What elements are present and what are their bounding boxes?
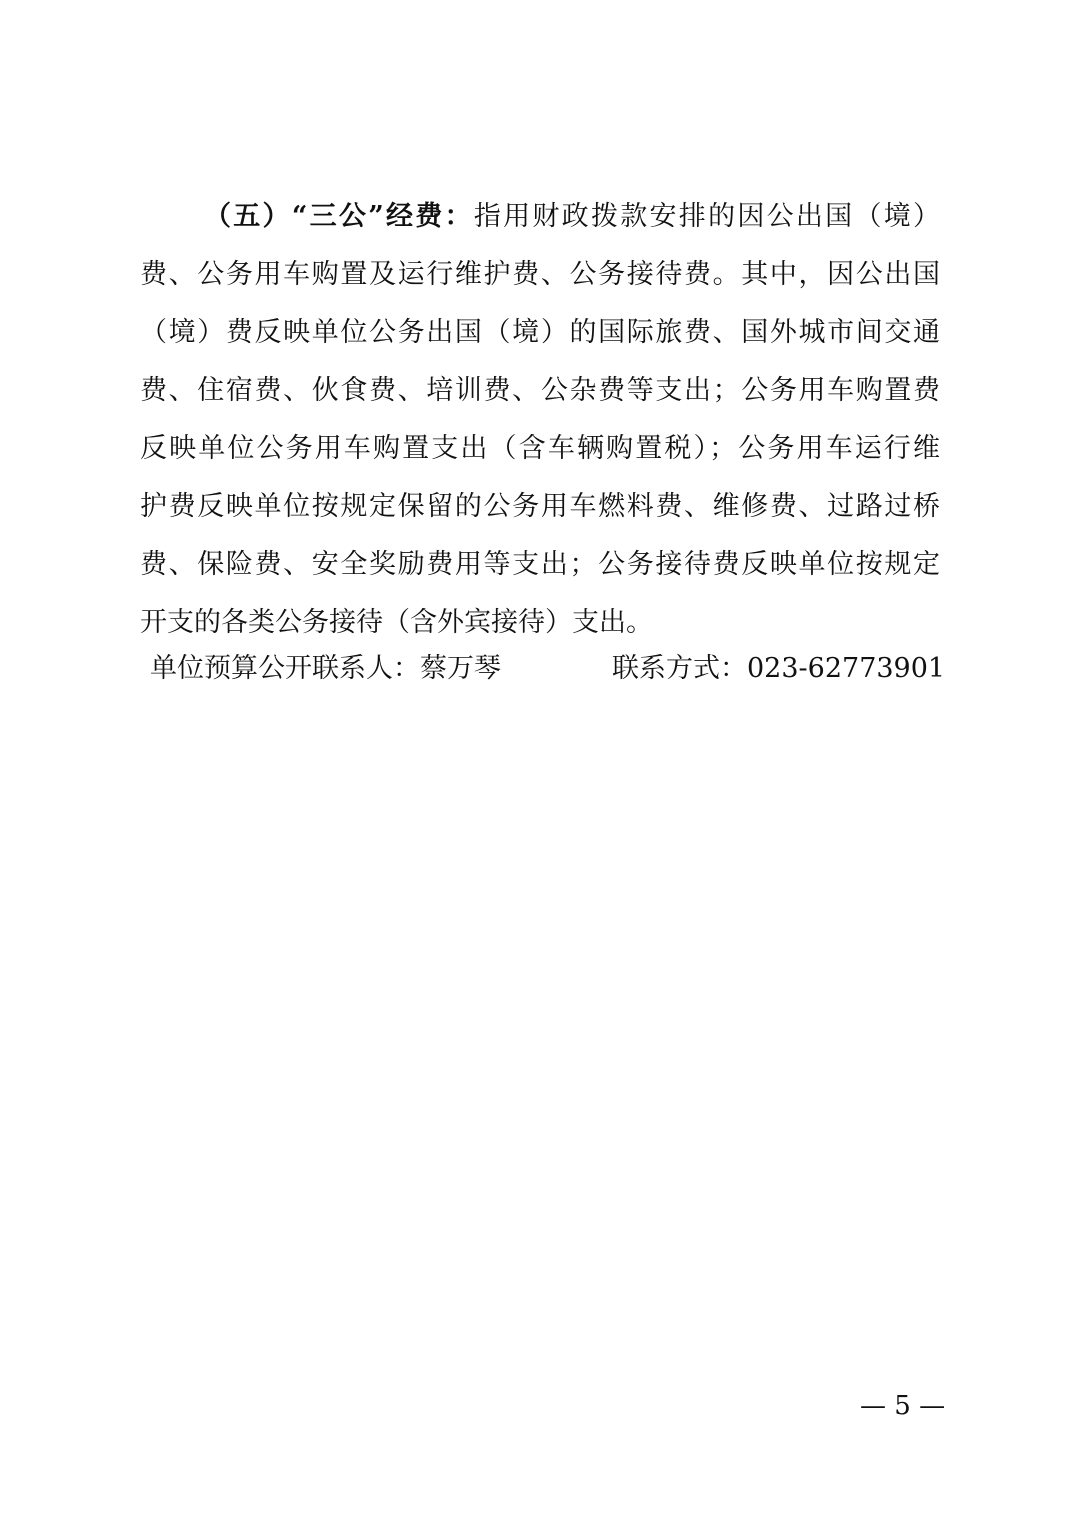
paragraph-line-1: [140, 188, 940, 246]
paragraph-line-1-text: 指用财政拨款安排的因公出国（境）: [473, 201, 941, 232]
contact-phone: 联系方式：023-62773901: [612, 653, 946, 684]
paragraph-line-2: 费、公务用车购置及运行维护费、公务接待费。其中，因公出国: [140, 259, 940, 290]
section-heading: （五）“三公”经费：: [204, 201, 474, 232]
sangong-expense-paragraph: [140, 188, 940, 652]
paragraph-line-5: 反映单位公务用车购置支出（含车辆购置税）；公务用车运行维: [140, 433, 940, 464]
paragraph-line-4: 费、住宿费、伙食费、培训费、公杂费等支出；公务用车购置费: [140, 375, 940, 406]
contact-info: [150, 640, 946, 698]
contact-person: 单位预算公开联系人：蔡万琴: [150, 653, 501, 684]
paragraph-line-6: 护费反映单位按规定保留的公务用车燃料费、维修费、过路过桥: [140, 491, 940, 522]
page-number: — 5 —: [860, 1391, 946, 1421]
paragraph-line-3: （境）费反映单位公务出国（境）的国际旅费、国外城市间交通: [140, 317, 940, 348]
paragraph-line-7: 费、保险费、安全奖励费用等支出；公务接待费反映单位按规定: [140, 549, 940, 580]
paragraph-line-8: 开支的各类公务接待（含外宾接待）支出。: [140, 607, 653, 638]
